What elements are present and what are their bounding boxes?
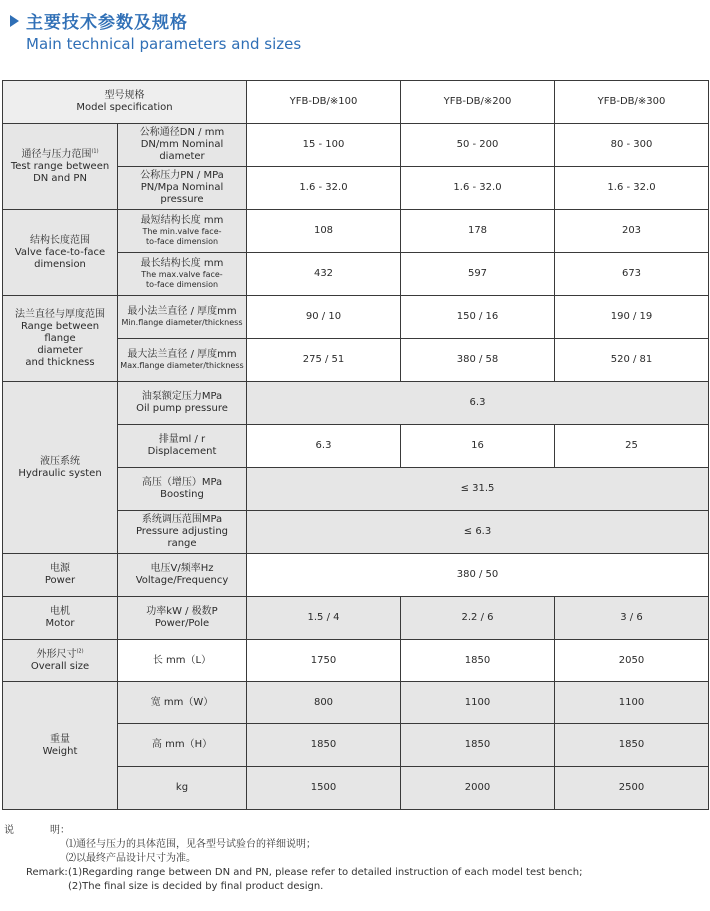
- group-face-range: 结构长度范围 Valve face-to-face dimension: [3, 210, 118, 296]
- table-cell: 380 / 58: [401, 339, 555, 382]
- table-cell: 800: [247, 682, 401, 724]
- table-cell-merged: 380 / 50: [247, 554, 709, 597]
- table-cell: 2.2 / 6: [401, 597, 555, 640]
- table-cell: 1850: [555, 724, 709, 767]
- table-cell: 1750: [247, 640, 401, 682]
- table-cell: 1.6 - 32.0: [555, 167, 709, 210]
- table-cell: 80 - 300: [555, 124, 709, 167]
- table-cell: 16: [401, 425, 555, 468]
- title-cn: 主要技术参数及规格: [26, 13, 188, 33]
- table-cell: 90 / 10: [247, 296, 401, 339]
- table-cell: 1100: [401, 682, 555, 724]
- table-cell: 6.3: [247, 425, 401, 468]
- table-cell-merged: ≤ 31.5: [247, 468, 709, 511]
- table-cell: 190 / 19: [555, 296, 709, 339]
- remark-2: (2)The final size is decided by final product design.: [68, 881, 324, 892]
- param-displacement: 排量ml / r Displacement: [118, 425, 247, 468]
- spec-table: [2, 80, 709, 810]
- remark-1: (1)Regarding range between DN and PN, please refer to detailed instruction of each model test bench;: [68, 867, 583, 878]
- param-motor-power: 功率kW / 极数P Power/Pole: [118, 597, 247, 640]
- model-col-200: YFB-DB/※200: [401, 81, 555, 124]
- group-flange-range: 法兰直径与厚度范围 Range between flange diameter and thickness: [3, 296, 118, 382]
- table-cell: 25: [555, 425, 709, 468]
- note-cn-2: ⑵以最终产品设计尺寸为准。: [66, 853, 196, 864]
- table-cell: 15 - 100: [247, 124, 401, 167]
- param-weight-kg: kg: [118, 767, 247, 810]
- table-cell: 2500: [555, 767, 709, 810]
- notes-label-cn-1: 说: [4, 825, 14, 836]
- table-cell-merged: ≤ 6.3: [247, 511, 709, 554]
- param-max-face: 最长结构长度 mm The max.valve face- to-face dimension: [118, 253, 247, 296]
- param-oil-pump: 油泵额定压力MPa Oil pump pressure: [118, 382, 247, 425]
- param-nominal-diameter: 公称通径DN / mm DN/mm Nominal diameter: [118, 124, 247, 167]
- param-length: 长 mm（L）: [118, 640, 247, 682]
- param-pressure-adjusting: 系统调压范围MPa Pressure adjusting range: [118, 511, 247, 554]
- table-cell: 178: [401, 210, 555, 253]
- table-cell: 2050: [555, 640, 709, 682]
- title-en: Main technical parameters and sizes: [26, 35, 302, 53]
- table-cell: 520 / 81: [555, 339, 709, 382]
- table-cell: 1850: [401, 724, 555, 767]
- notes-section: [0, 824, 710, 894]
- param-min-face: 最短结构长度 mm The min.valve face- to-face dimension: [118, 210, 247, 253]
- table-cell: 1850: [247, 724, 401, 767]
- table-cell: 150 / 16: [401, 296, 555, 339]
- table-cell: 2000: [401, 767, 555, 810]
- group-hydraulic: 液压系统 Hydraulic systen: [3, 382, 118, 554]
- table-cell: 203: [555, 210, 709, 253]
- group-motor: 电机 Motor: [3, 597, 118, 640]
- param-nominal-pressure: 公称压力PN / MPa PN/Mpa Nominal pressure: [118, 167, 247, 210]
- table-cell: 3 / 6: [555, 597, 709, 640]
- param-max-flange: 最大法兰直径 / 厚度mm Max.flange diameter/thickness: [118, 339, 247, 382]
- table-cell: 275 / 51: [247, 339, 401, 382]
- table-cell: 1.5 / 4: [247, 597, 401, 640]
- group-test-range: 通径与压力范围$^{(1)}$ Test range between DN and PN: [3, 124, 118, 210]
- table-cell: 1850: [401, 640, 555, 682]
- table-cell: 597: [401, 253, 555, 296]
- group-power: 电源 Power: [3, 554, 118, 597]
- model-col-300: YFB-DB/※300: [555, 81, 709, 124]
- table-cell: 673: [555, 253, 709, 296]
- table-cell: 432: [247, 253, 401, 296]
- param-min-flange: 最小法兰直径 / 厚度mm Min.flange diameter/thickness: [118, 296, 247, 339]
- table-cell: 1500: [247, 767, 401, 810]
- section-header: [10, 8, 301, 53]
- triangle-bullet-icon: [10, 15, 19, 27]
- table-cell: 108: [247, 210, 401, 253]
- group-overall-size: 外形尺寸$^{(2)}$ Overall size: [3, 640, 118, 682]
- remark-label: Remark:: [26, 867, 68, 878]
- table-cell: 50 - 200: [401, 124, 555, 167]
- param-voltage: 电压V/频率Hz Voltage/Frequency: [118, 554, 247, 597]
- notes-label-cn-2: 明：: [50, 825, 70, 836]
- param-boosting: 高压（增压）MPa Boosting: [118, 468, 247, 511]
- table-cell-merged: 6.3: [247, 382, 709, 425]
- model-spec-header: 型号规格 Model specification: [3, 81, 247, 124]
- table-cell: 1.6 - 32.0: [247, 167, 401, 210]
- note-cn-1: ⑴通径与压力的具体范围，见各型号试验台的祥细说明；: [66, 839, 316, 850]
- group-weight: 重量 Weight: [3, 682, 118, 810]
- param-height: 高 mm（H）: [118, 724, 247, 767]
- table-cell: 1.6 - 32.0: [401, 167, 555, 210]
- model-col-100: YFB-DB/※100: [247, 81, 401, 124]
- table-cell: 1100: [555, 682, 709, 724]
- param-width: 宽 mm（W）: [118, 682, 247, 724]
